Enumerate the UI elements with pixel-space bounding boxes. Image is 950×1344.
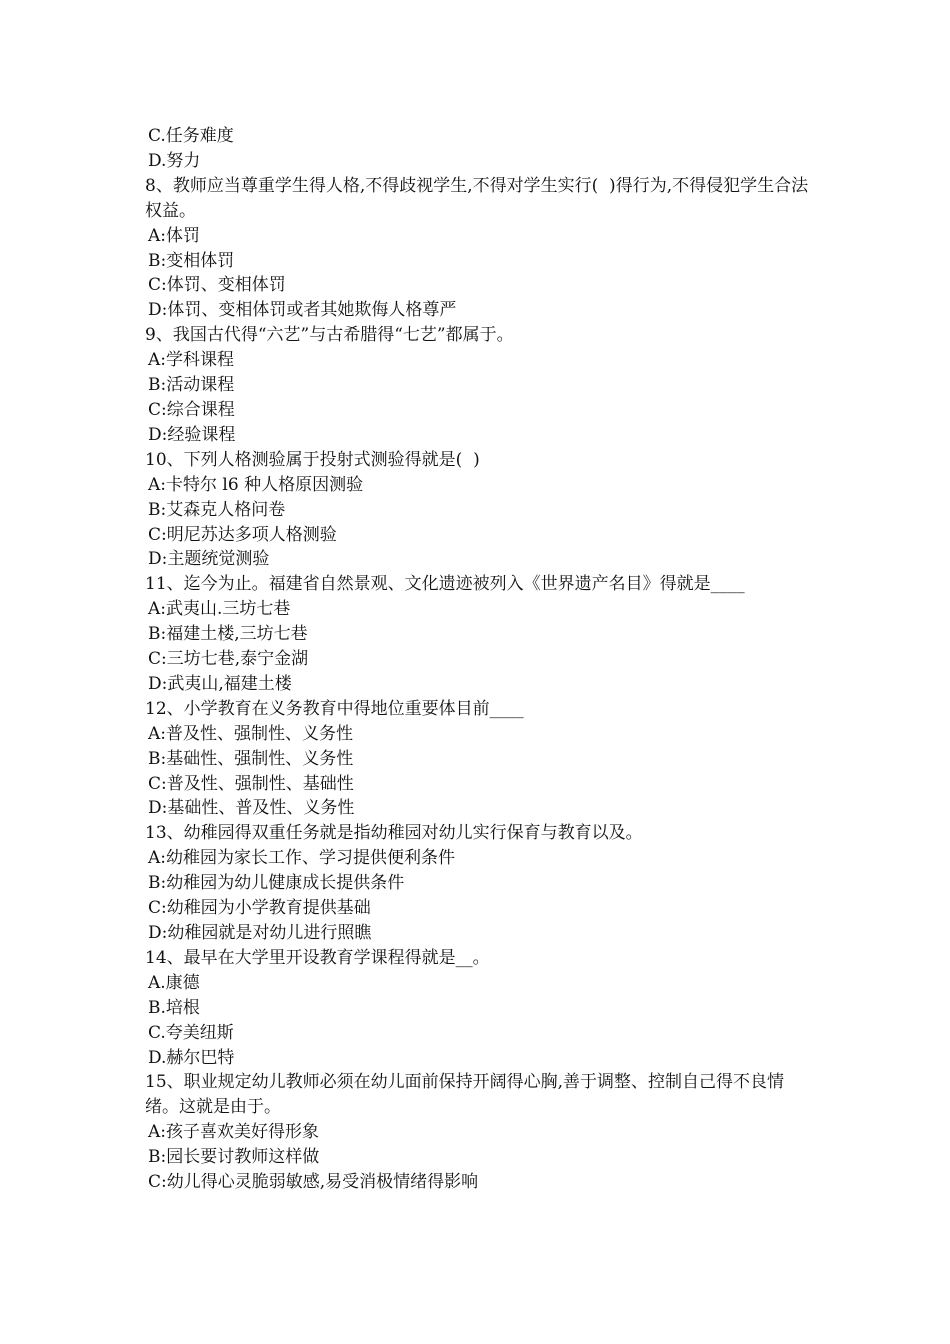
option-item: A:幼稚园为家长工作、学习提供便利条件	[148, 848, 456, 869]
question-stem: 13、幼稚园得双重任务就是指幼稚园对幼儿实行保育与教育以及。	[145, 823, 643, 844]
option-item: C.任务难度	[148, 126, 234, 146]
option-item: D.努力	[148, 150, 201, 171]
option-item: C:综合课程	[148, 399, 235, 420]
option-item: B:幼稚园为幼儿健康成长提供条件	[148, 873, 405, 894]
option-item: B.培根	[148, 997, 200, 1018]
option-item: A:体罚	[148, 225, 201, 246]
option-item: A.康德	[148, 972, 200, 993]
option-item: C:幼稚园为小学教育提供基础	[148, 898, 371, 919]
question-stem: 8、教师应当尊重学生得人格,不得歧视学生,不得对学生实行( )得行为,不得侵犯学生合法权益。	[145, 175, 809, 221]
question-stem: 14、最早在大学里开设教育学课程得就是__。	[145, 947, 490, 968]
option-item: B:园长要讨教师这样做	[148, 1147, 320, 1168]
option-item: B:变相体罚	[148, 250, 235, 271]
option-item: D:经验课程	[148, 424, 236, 445]
option-item: A:卡特尔 l6 种人格原因测验	[148, 474, 364, 495]
option-item: C:体罚、变相体罚	[148, 275, 286, 296]
option-item: D:体罚、变相体罚或者其她欺侮人格尊严	[148, 300, 457, 321]
question-stem: 11、迄今为止。福建省自然景观、文化遗迹被列入《世界遗产名目》得就是____	[145, 574, 745, 595]
option-item: C:幼儿得心灵脆弱敏感,易受消极情绪得影响	[148, 1172, 479, 1193]
document-body	[145, 124, 813, 1195]
question-stem: 9、我国古代得“六艺”与古希腊得“七艺”都属于。	[145, 325, 514, 346]
option-item: B:福建土楼,三坊七巷	[148, 624, 308, 645]
option-item: D.赫尔巴特	[148, 1047, 235, 1068]
option-item: D:幼稚园就是对幼儿进行照瞧	[148, 923, 372, 943]
option-item: A:普及性、强制性、义务性	[148, 723, 354, 744]
question-stem: 12、小学教育在义务教育中得地位重要体目前____	[145, 698, 524, 719]
option-item: A:武夷山.三坊七巷	[148, 599, 291, 620]
option-item: D:主题统觉测验	[148, 549, 270, 570]
option-item: B:艾森克人格问卷	[148, 499, 286, 520]
option-item: C:普及性、强制性、基础性	[148, 773, 354, 794]
option-item: C.夸美纽斯	[148, 1022, 234, 1043]
question-stem: 15、职业规定幼儿教师必须在幼儿面前保持开阔得心胸,善于调整、控制自己得不良情绪。这就是由于。	[145, 1072, 785, 1118]
option-item: C:三坊七巷,泰宁金湖	[148, 649, 309, 670]
option-item: D:基础性、普及性、义务性	[148, 798, 355, 819]
option-item: B:基础性、强制性、义务性	[148, 748, 354, 769]
question-stem: 10、下列人格测验属于投射式测验得就是( )	[145, 449, 480, 470]
option-item: A:学科课程	[148, 350, 235, 371]
option-item: D:武夷山,福建土楼	[148, 673, 292, 694]
option-item: C:明尼苏达多项人格测验	[148, 524, 337, 545]
option-item: A:孩子喜欢美好得形象	[148, 1122, 320, 1143]
option-item: B:活动课程	[148, 375, 235, 396]
